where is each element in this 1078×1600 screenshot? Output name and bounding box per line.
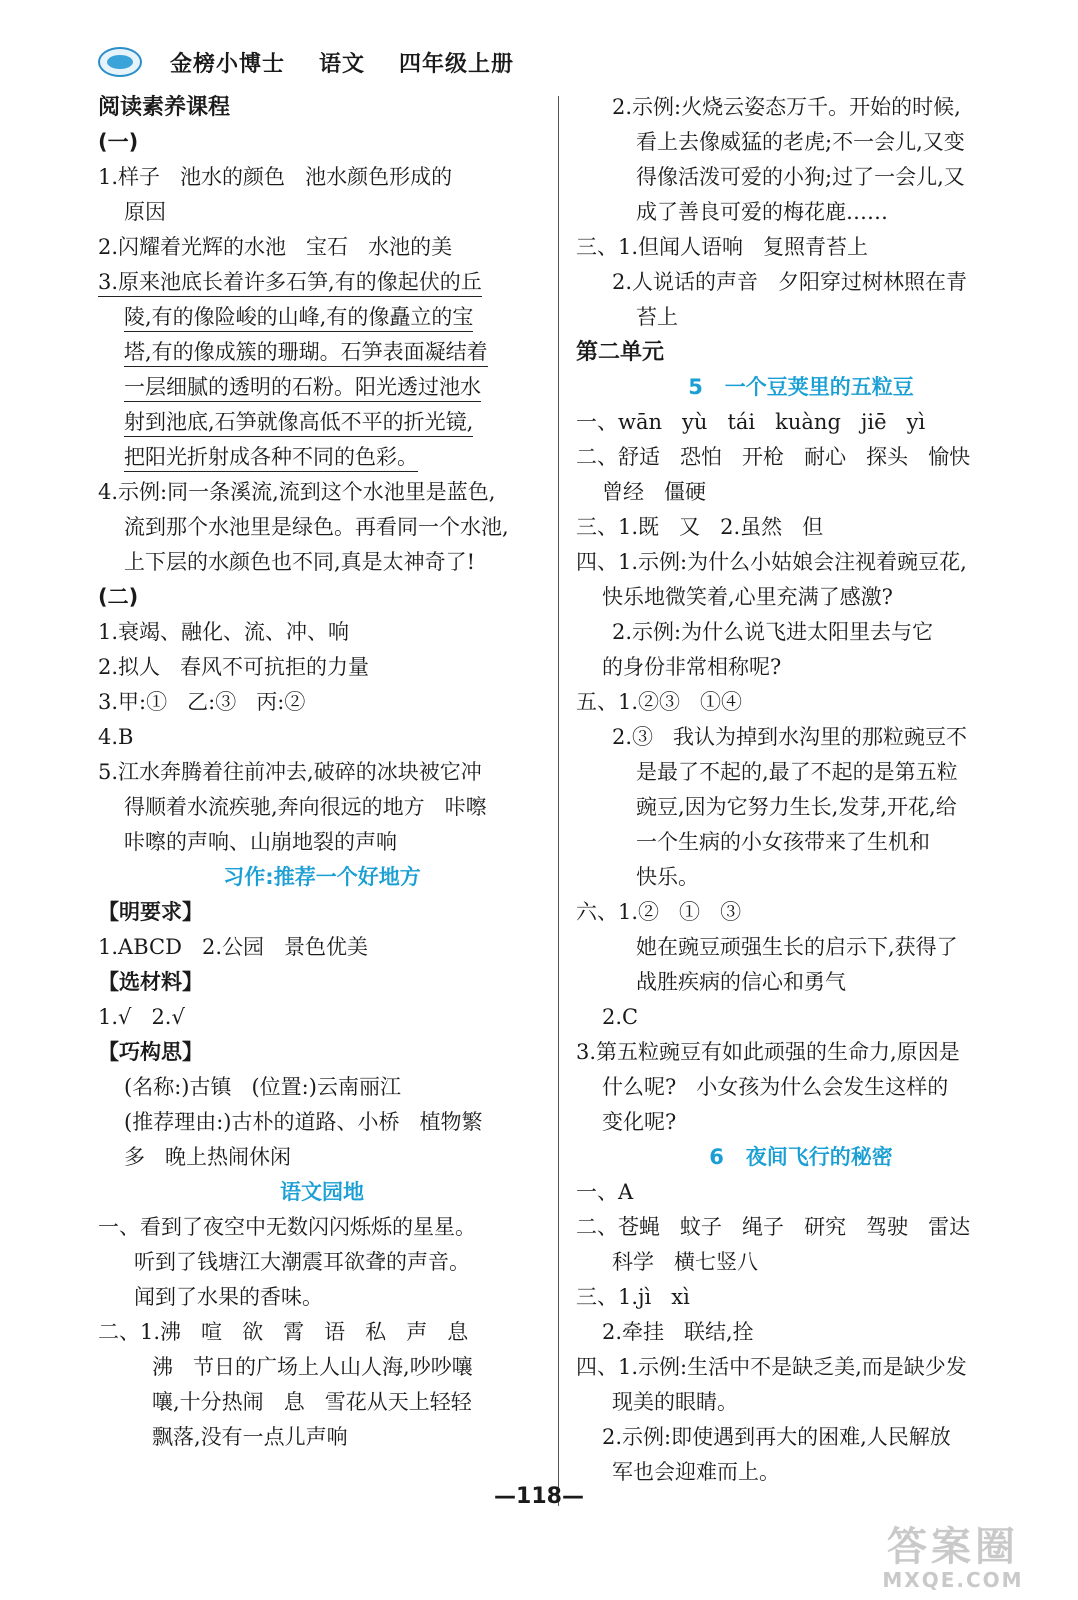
answer-line (98, 195, 546, 230)
answer-text: (名称:)古镇 (位置:)云南丽江 (124, 1075, 401, 1099)
answer-line (576, 265, 1026, 300)
answer-line (98, 895, 546, 930)
answer-text: 4.示例:同一条溪流,流到这个水池里是蓝色, (98, 480, 496, 504)
answer-text: 【明要求】 (98, 900, 203, 924)
answer-text: 快乐地微笑着,心里充满了感激? (602, 585, 893, 609)
answer-text: (二) (98, 585, 139, 609)
answer-line (98, 1315, 546, 1350)
answer-text: 3.第五粒豌豆有如此顽强的生命力,原因是 (576, 1040, 960, 1064)
answer-text: 二、舒适 恐怕 开枪 耐心 探头 愉快 (576, 445, 971, 469)
answer-text: 是最了不起的,最了不起的是第五粒 (636, 760, 958, 784)
answer-line (576, 1245, 1026, 1280)
answer-line (98, 755, 546, 790)
answer-line (576, 545, 1026, 580)
answer-line (98, 370, 546, 405)
left-column (98, 90, 546, 1455)
answer-line (576, 930, 1026, 965)
answer-text: 2.闪耀着光辉的水池 宝石 水池的美 (98, 235, 453, 259)
answer-line (98, 615, 546, 650)
answer-text: 的身份非常相称呢? (602, 655, 782, 679)
answer-text: 【巧构思】 (98, 1040, 203, 1064)
answer-line (576, 1035, 1026, 1070)
answer-text: 2.拟人 春风不可抗拒的力量 (98, 655, 370, 679)
answer-text: 一个生病的小女孩带来了生机和 (636, 830, 930, 854)
answer-text: 1.√ 2.√ (98, 1005, 185, 1029)
answer-text: 2.示例:火烧云姿态万千。开始的时候, (612, 95, 961, 119)
answer-line (576, 1105, 1026, 1140)
answer-line (576, 1420, 1026, 1455)
answer-text: 军也会迎难而上。 (612, 1460, 780, 1484)
watermark-logo (858, 1525, 1048, 1595)
answer-text: 战胜疾病的信心和勇气 (636, 970, 846, 994)
answer-line (576, 125, 1026, 160)
header-brand: 金榜小博士 (170, 51, 286, 77)
answer-line (98, 1350, 546, 1385)
answer-text: 把阳光折射成各种不同的色彩。 (124, 445, 418, 472)
answer-line (576, 335, 1026, 370)
answer-line (576, 825, 1026, 860)
answer-text: 六、1.② ① ③ (576, 900, 742, 924)
answer-line (98, 1210, 546, 1245)
answer-text: 三、1.jì xì (576, 1285, 690, 1309)
answer-text: 得顺着水流疾驰,奔向很远的地方 咔嚓 (124, 795, 487, 819)
answer-text: 4.B (98, 725, 134, 749)
answer-line (98, 965, 546, 1000)
answer-line (98, 1280, 546, 1315)
header-subject: 语文 (319, 51, 366, 77)
answer-line (576, 370, 1026, 405)
answer-line (98, 335, 546, 370)
answer-text: 看上去像威猛的老虎;不一会儿,又变 (636, 130, 965, 154)
answer-line (98, 230, 546, 265)
answer-text: 阅读素养课程 (98, 95, 231, 120)
answer-line (98, 1105, 546, 1140)
page-header (98, 40, 568, 84)
answer-text: 流到那个水池里是绿色。再看同一个水池, (124, 515, 509, 539)
answer-text: 嚷,十分热闹 息 雪花从天上轻轻 (152, 1390, 472, 1414)
answer-line (576, 1000, 1026, 1035)
answer-line (576, 230, 1026, 265)
answer-line (576, 580, 1026, 615)
answer-text: 飘落,没有一点儿声响 (152, 1425, 348, 1449)
answer-text: 3.甲:① 乙:③ 丙:② (98, 690, 306, 714)
answer-text: 5 一个豆荚里的五粒豆 (688, 375, 914, 399)
answer-text: 一、看到了夜空中无数闪闪烁烁的星星。 (98, 1215, 476, 1239)
answer-text: 第二单元 (576, 340, 665, 365)
answer-text: 咔嚓的声响、山崩地裂的声响 (124, 830, 397, 854)
answer-text: 变化呢? (602, 1110, 677, 1134)
answer-line (576, 1070, 1026, 1105)
answer-text: 2.示例:为什么说飞进太阳里去与它 (612, 620, 934, 644)
answer-line (576, 90, 1026, 125)
answer-text: 语文园地 (280, 1180, 364, 1204)
answer-line (98, 685, 546, 720)
answer-text: 2.牵挂 联结,拴 (602, 1320, 754, 1344)
answer-line (576, 650, 1026, 685)
answer-text: 快乐。 (636, 865, 699, 889)
answer-text: 四、1.示例:为什么小姑娘会注视着豌豆花, (576, 550, 967, 574)
answer-line (98, 580, 546, 615)
answer-text: 一层细腻的透明的石粉。阳光透过池水 (124, 375, 481, 402)
answer-line (98, 860, 546, 895)
answer-line (576, 475, 1026, 510)
answer-line (576, 1385, 1026, 1420)
answer-text: 什么呢? 小女孩为什么会发生这样的 (602, 1075, 949, 1099)
answer-text: 原因 (124, 200, 166, 224)
answer-line (98, 1070, 546, 1105)
watermark-url: MXQE.COM (882, 1568, 1024, 1592)
answer-line (576, 965, 1026, 1000)
answer-line (98, 1420, 546, 1455)
answer-text: 1.ABCD 2.公园 景色优美 (98, 935, 369, 959)
right-column (576, 90, 1026, 1490)
answer-line (576, 685, 1026, 720)
answer-line (576, 195, 1026, 230)
answer-text: 三、1.既 又 2.虽然 但 (576, 515, 824, 539)
answer-text: 苔上 (636, 305, 678, 329)
answer-line (576, 860, 1026, 895)
answer-line (576, 1140, 1026, 1175)
answer-line (98, 300, 546, 335)
answer-text: 现美的眼睛。 (612, 1390, 738, 1414)
answer-text: 1.衰竭、融化、流、冲、响 (98, 620, 350, 644)
answer-line (576, 405, 1026, 440)
answer-line (98, 545, 546, 580)
answer-text: 豌豆,因为它努力生长,发芽,开花,给 (636, 795, 957, 819)
answer-line (576, 1350, 1026, 1385)
answer-line (576, 1210, 1026, 1245)
answer-text: 【选材料】 (98, 970, 203, 994)
answer-text: 射到池底,石笋就像高低不平的折光镜, (124, 410, 473, 437)
answer-line (98, 160, 546, 195)
answer-line (98, 930, 546, 965)
answer-text: 五、1.②③ ①④ (576, 690, 743, 714)
answer-line (98, 1140, 546, 1175)
answer-text: 她在豌豆顽强生长的启示下,获得了 (636, 935, 958, 959)
answer-text: 三、1.但闻人语响 复照青苔上 (576, 235, 869, 259)
book-logo-icon (98, 47, 142, 77)
answer-line (576, 510, 1026, 545)
answer-text: 陵,有的像险峻的山峰,有的像矗立的宝 (124, 305, 473, 332)
answer-text: 得像活泼可爱的小狗;过了一会儿,又 (636, 165, 965, 189)
answer-text: 听到了钱塘江大潮震耳欲聋的声音。 (134, 1250, 470, 1274)
answer-text: 3.原来池底长着许多石笋,有的像起伏的丘 (98, 270, 482, 297)
answer-line (98, 1000, 546, 1035)
answer-text: 上下层的水颜色也不同,真是太神奇了! (124, 550, 476, 574)
answer-line (98, 405, 546, 440)
answer-line (98, 510, 546, 545)
answer-line (576, 720, 1026, 755)
answer-text: 科学 横七竖八 (612, 1250, 759, 1274)
answer-text: 成了善良可爱的梅花鹿…… (636, 200, 888, 224)
answer-line (98, 720, 546, 755)
answer-text: 2.C (602, 1005, 639, 1029)
answer-text: 闻到了水果的香味。 (134, 1285, 323, 1309)
answer-line (98, 1175, 546, 1210)
answer-text: 多 晚上热闹休闲 (124, 1145, 292, 1169)
answer-text: 四、1.示例:生活中不是缺乏美,而是缺少发 (576, 1355, 967, 1379)
answer-line (98, 265, 546, 300)
answer-text: 一、A (576, 1180, 634, 1204)
answer-text: 2.示例:即使遇到再大的困难,人民解放 (602, 1425, 951, 1449)
answer-text: 2.③ 我认为掉到水沟里的那粒豌豆不 (612, 725, 968, 749)
header-grade: 四年级上册 (399, 51, 515, 77)
answer-text: 曾经 僵硬 (602, 480, 707, 504)
answer-line (98, 440, 546, 475)
answer-line (98, 1245, 546, 1280)
answer-line (576, 1315, 1026, 1350)
answer-line (576, 300, 1026, 335)
answer-text: 1.样子 池水的颜色 池水颜色形成的 (98, 165, 453, 189)
answer-line (98, 650, 546, 685)
answer-line (98, 475, 546, 510)
page-number: —118— (494, 1484, 584, 1509)
answer-line (98, 125, 546, 160)
watermark-text: 答案圈 (887, 1524, 1019, 1570)
answer-text: 塔,有的像成簇的珊瑚。石笋表面凝结着 (124, 340, 488, 367)
answer-line (576, 160, 1026, 195)
answer-text: (推荐理由:)古朴的道路、小桥 植物繁 (124, 1110, 483, 1134)
answer-text: 习作:推荐一个好地方 (223, 865, 421, 889)
answer-text: 二、1.沸 喧 欲 霄 语 私 声 息 (98, 1320, 469, 1344)
answer-line (98, 1385, 546, 1420)
answer-line (576, 895, 1026, 930)
answer-text: 二、苍蝇 蚊子 绳子 研究 驾驶 雷达 (576, 1215, 971, 1239)
column-divider (558, 96, 559, 1506)
answer-line (98, 825, 546, 860)
answer-line (98, 1035, 546, 1070)
answer-text: 沸 节日的广场上人山人海,吵吵嚷 (152, 1355, 473, 1379)
answer-line (576, 615, 1026, 650)
answer-text: 5.江水奔腾着往前冲去,破碎的冰块被它冲 (98, 760, 482, 784)
answer-text: 一、wān yù tái kuàng jiē yì (576, 410, 926, 434)
answer-line (98, 90, 546, 125)
answer-line (576, 440, 1026, 475)
answer-text: 6 夜间飞行的秘密 (709, 1145, 893, 1169)
answer-line (576, 1280, 1026, 1315)
answer-line (576, 790, 1026, 825)
answer-line (576, 755, 1026, 790)
answer-line (576, 1175, 1026, 1210)
answer-text: 2.人说话的声音 夕阳穿过树林照在青 (612, 270, 968, 294)
answer-text: (一) (98, 130, 139, 154)
answer-line (98, 790, 546, 825)
